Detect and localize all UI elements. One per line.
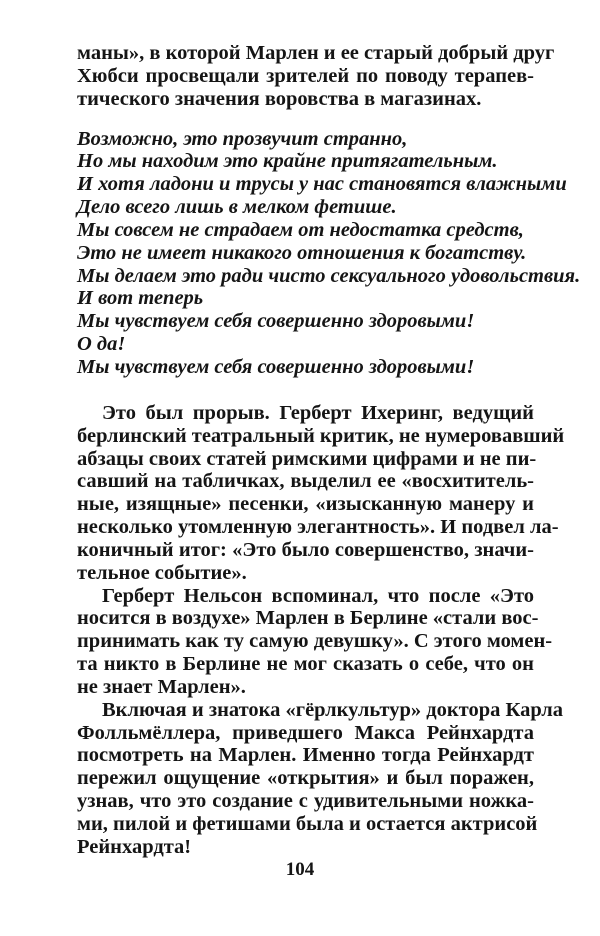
page-text	[77, 42, 581, 859]
text-line: абзацы своих статей римскими цифрами и не пи-	[77, 447, 537, 470]
verse-line: И вот теперь	[77, 287, 204, 310]
text-line: пережил ощущение «открытия» и был поражен,	[77, 767, 534, 790]
verse-line: И хотя ладони и трусы у нас становятся влажными	[77, 173, 567, 196]
text-line: Включая и знатока «гёрлкультур» доктора Карла	[102, 698, 563, 721]
text-line: Герберт Нельсон вспоминал, что после «Это	[102, 584, 534, 607]
text-line: берлинский театральный критик, не нумеровавший	[77, 424, 565, 447]
verse-line: Но мы находим это крайне притягательным.	[77, 150, 498, 173]
text-line: несколько утомленную элегантность». И подвел ла-	[77, 516, 559, 539]
text-line: ми, пилой и фетишами была и остается актрисой	[77, 813, 538, 835]
text-line: ные, изящные» песенки, «изысканную манеру и	[77, 493, 534, 516]
verse-line: Мы чувствуем себя совершенно здоровыми!	[77, 310, 475, 333]
text-line: Фолльмёллера, приведшего Макса Рейнхардта	[77, 721, 534, 744]
verse-line: Мы чувствуем себя совершенно здоровыми!	[77, 355, 475, 378]
text-line: узнав, что это создание с удивительными ножка-	[77, 790, 534, 813]
text-line: носится в воздухе» Марлен в Берлине «стали вос-	[77, 607, 539, 630]
verse-line: Дело всего лишь в мелком фетише.	[77, 196, 397, 219]
text-line: посмотреть на Марлен. Именно тогда Рейнхардт	[77, 744, 534, 767]
text-line: маны», в которой Марлен и ее старый добрый друг	[77, 42, 555, 64]
paragraph-breakthrough	[77, 401, 565, 585]
text-line: савший на табличках, выделил ее «восхититель-	[77, 470, 534, 493]
text-line: принимать как ту самую девушку». С этого момен-	[77, 630, 553, 653]
page-number: 104	[285, 859, 315, 880]
verse-line: Это не имеет никакого отношения к богатству.	[77, 241, 527, 264]
text-line: не знает Марлен».	[77, 675, 246, 698]
text-line: тельное событие».	[77, 561, 247, 584]
text-line: Рейнхардта!	[77, 835, 192, 858]
paragraph-reinhardt	[77, 698, 563, 859]
verse-line: О да!	[77, 333, 126, 356]
text-line: та никто в Берлине не мог сказать о себе, что он	[77, 653, 534, 676]
text-line: коничный итог: «Это было совершенство, значи-	[77, 538, 534, 561]
verse-line: Возможно, это прозвучит странно,	[77, 127, 408, 150]
text-line: тического значения воровства в магазинах.	[77, 87, 482, 110]
verse-line: Мы делаем это ради чисто сексуального удовольствия.	[77, 264, 581, 287]
top-paragraph	[77, 42, 555, 111]
text-line: Хюбси просвещали зрителей по поводу терапев-	[77, 64, 534, 87]
song-verse	[77, 127, 581, 379]
verse-line: Мы совсем не страдаем от недостатка средств,	[77, 218, 524, 241]
text-line: Это был прорыв. Герберт Ихеринг, ведущий	[102, 401, 534, 424]
paragraph-nelson	[77, 584, 553, 699]
